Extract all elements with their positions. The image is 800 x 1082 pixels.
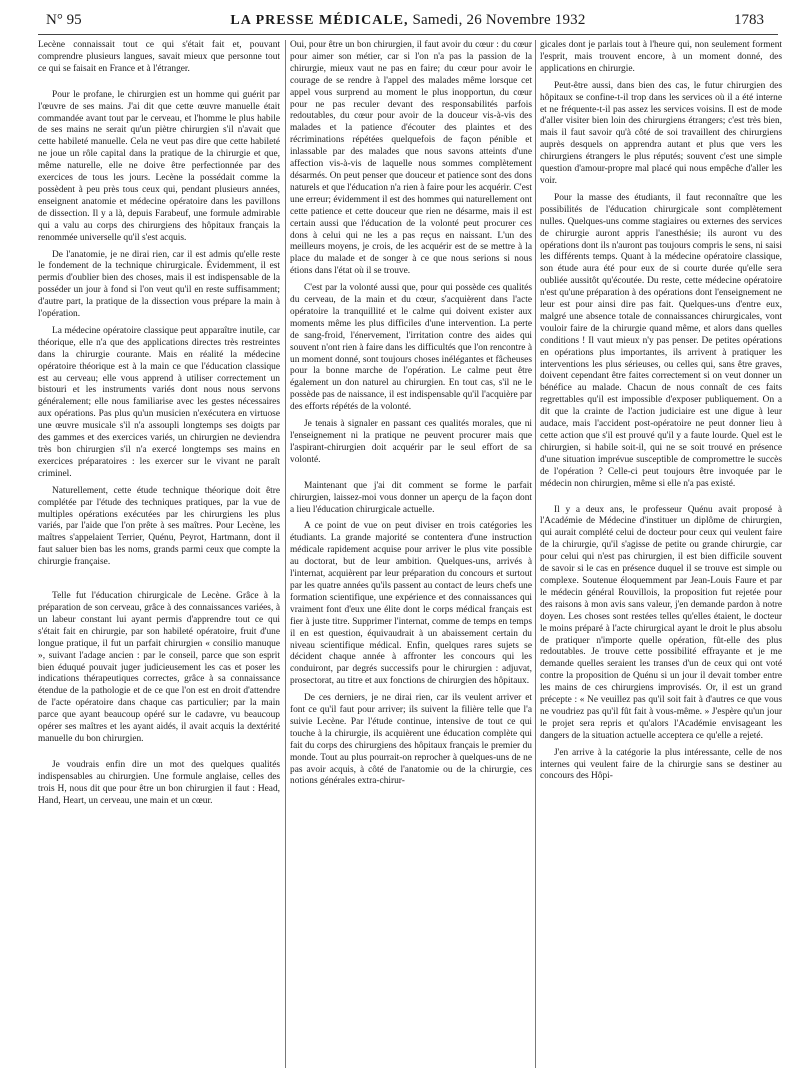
paragraph: Pour le profane, le chirurgien est un homme qui guérit par l'œuvre de ses mains. J'ai dit que cette œuvre manuelle était commandée avant tout par le cerveau, et l'homme le plus habile de ses mains ne serait qu'un piètre chirurgien s'il n'avait que cette habileté manuelle. Cela ne veut pas dire que cette habileté ne joue un rôle capital dans la pratique de la chirurgie et que, même naturelle, elle ne doive être perfectionnée par des exercices de tous les jours. Lecène la possédait comme la possèdent à peu près tous ceux qui, pendant plusieurs années, enseignent anatomie et médecine opératoire dans les pavillons de dissection. Il y a là, depuis Farabeuf, une formule admirable qui a valu au corps des chirurgiens des hôpitaux français la renommée universelle qu'il s'est acquis. (38, 89, 280, 243)
paragraph: C'est par la volonté aussi que, pour qui possède ces qualités du cerveau, de la main et du cœur, s'acquièrent dans l'acte opératoire la tranquillité et le calme qui doivent exister aux moments même les plus difficiles d'une intervention. La perte de sang-froid, l'énervement, l'irritation contre des aides qui souvent n'ont rien à faire dans les difficultés que l'on rencontre à un moment donné, sont toujours choses inélégantes et fâcheuses pour la bonne marche de l'opération. Le calme peut être également un don naturel au chirurgien. En tout cas, s'il ne le possède pas de naissance, il est indispensable qu'il l'acquière par des efforts répétés de la volonté. (290, 283, 532, 413)
paragraph: Peut-être aussi, dans bien des cas, le futur chirurgien des hôpitaux se confine-t-il trop dans les services où il a été interne et ne fréquente-t-il pas assez les services voisins. Il est de mode d'aller visiter bien loin des chirurgiens étrangers; c'est très bien, mais il faut savoir qu'à côté de soi travaillent des chirurgiens auprès desquels on apprendra autant et plus que vers les chirurgiens étrangers le plus réputés; souvent c'est une simple question d'amour-propre mal placé qui nous empêche d'aller les voir. (540, 80, 782, 186)
text-column-1 (38, 40, 280, 1070)
paragraph: De ces derniers, je ne dirai rien, car ils veulent arriver et font ce qu'il faut pour arriver; ils suivent la filière telle que l'a suivie Lecène. Par l'étude continue, intensive de tout ce qui touche à la chirurgie, ils acquièrent une éducation complète qui fait du corps des chirurgiens des hôpitaux français le premier du monde. Tout au plus pourrait-on reprocher à quelques-uns de ne pas avoir acquis, à côté de l'anatomie ou de la chirurgie, ces notions générales extra-chirur- (290, 693, 532, 787)
page-number: 1783 (734, 12, 764, 28)
text-column-3 (540, 40, 782, 1070)
header-rule (38, 34, 778, 35)
column-divider (535, 40, 536, 1068)
page-header (38, 10, 778, 32)
issue-number: N° 95 (46, 12, 82, 28)
paragraph: Maintenant que j'ai dit comment se forme le parfait chirurgien, laissez-moi vous donner un aperçu de la façon dont a lieu l'éducation chirurgicale actuelle. (290, 480, 532, 515)
paragraph: A ce point de vue on peut diviser en trois catégories les étudiants. La grande majorité se contentera d'une instruction médicale rapidement acquise pour arriver le plus vite possible au doctorat, but de leur ambition. Quelques-uns, arrivés à l'internat, acquièrent par leur préparation du concours et surtout par les quatre années qu'ils passent au contact de leurs chefs une formation scientifique, une expérience et des connaissances qui vraiment font d'eux une élite dont le corps médical français est fier à juste titre. Supprimer l'internat, comme de temps en temps il en est question, équivaudrait à un abaissement certain du niveau scientifique médical. Enfin, quelques rares sujets se décident chaque année à affronter les concours qui les conduiront, par degrés successifs pour le chirurgien : adjuvat, prosectorat, au titre et aux fonctions de chirurgien des hôpitaux. (290, 521, 532, 687)
paragraph: Pour la masse des étudiants, il faut reconnaître que les possibilités de l'éducation chirurgicale sont complètement nulles. Quelques-uns comme stagiaires ou externes des services de chirurgie auront appris l'anesthésie; ils auront vu des opérations dont ils n'auront pas toujours compris le sens, ni saisi les différents temps. Quant à la médecine opératoire classique, son étude aura été pour eux de si courte durée qu'elle sera oubliée aussitôt qu'écoutée. Du reste, cette médecine opératoire n'est qu'une préparation à des opérations dont l'enseignement ne leur est pour ainsi dire pas fait. Quelques-uns d'entre eux, malgré une absence totale de connaissances chirurgicales, vont vouloir faire de la chirurgie quand même, et alors dans quelles conditions ! Il vaut mieux n'y pas penser. De petites opérations en opérations plus importantes, ils arrivent à pratiquer les interventions les plus sérieuses, ou celles qui, sans être graves, doivent cependant être faites correctement si on veut donner un bénéfice au malade. Chacun de nous connaît de ces faits regrettables qu'il est impossible d'exposer publiquement. On a dit que la crainte de l'action judiciaire est une digue à leur audace, mais l'accident post-opératoire ne peut donner lieu à cette action que s'il est prouvé qu'il y a faute lourde. Quel est le chirurgien, si habile soit-il, qui ne se soit trouvé en présence d'une situation imprévue susceptible de compromettre le succès de l'opération ? Celle-ci peut toujours être invoquée par le médecin non chirurgien, même si elle n'a pas existé. (540, 192, 782, 489)
column-divider (285, 40, 286, 1068)
running-title (38, 12, 778, 29)
issue-date: Samedi, 26 Novembre 1932 (412, 12, 586, 28)
paragraph: Je voudrais enfin dire un mot des quelques qualités indispensables au chirurgien. Une formule anglaise, celles des trois H, nous dit que pour être un bon chirurgien il faut : Head, Hand, Heart, un cerveau, une main et un cœur. (38, 759, 280, 806)
paragraph: Il y a deux ans, le professeur Quénu avait proposé à l'Académie de Médecine d'instituer un diplôme de chirurgien, qui aurait complété celui de docteur pour ceux qui veulent faire de la chirurgie, qu'il s'agisse de petite ou grande chirurgie, car pour celui qui n'est pas chirurgien, il est bien difficile souvent de savoir si le cas en présence duquel il se trouve est simple ou complexe. Soutenue éloquemment par Jean-Louis Faure et par le médecin général Rouvillois, la proposition fut rejetée pour des raisons à mon avis sans valeur, j'en demande pardon à notre doyen. Les choses sont restées telles qu'elles étaient, le docteur le moins préparé à l'acte chirurgical ayant le droit le plus absolu de pratiquer n'importe quelle opération, fût-elle des plus redoutables. Je trouve cette possibilité effrayante et je me demande quelles seraient les transes d'un de ceux qui ont voté contre la proposition de Quénu si un jour il devait tomber entre les mains de ces chirurgiens improvisés. Or, il est un grand précepte : « Ne veuillez pas qu'il soit fait à d'autres ce que vous ne voudriez pas qu'il fût fait à vous-même. » J'espère qu'un jour le projet sera repris et qu'alors l'Académie envisageant les dangers de la situation actuelle acceptera ce qu'elle a rejeté. (540, 504, 782, 741)
publication-name: LA PRESSE MÉDICALE, (230, 13, 409, 28)
paragraph: Je tenais à signaler en passant ces qualités morales, que ni l'enseignement ni la pratique ne peuvent procurer mais que l'aspirant-chirurgien doit acquérir par le seul effort de sa volonté. (290, 419, 532, 465)
paragraph: Telle fut l'éducation chirurgicale de Lecène. Grâce à la préparation de son cerveau, grâce à des connaissances variées, à un labeur constant lui ayant permis d'apprendre tout ce qui s'était fait en chirurgie, par son habileté opératoire, fruit d'une longue pratique, il fut un parfait chirurgien « consilio manuque », suivant l'adage ancien : par le conseil, parce que son esprit bien éduqué pouvait juger judicieusement les cas et poser les indications thérapeutiques correctes, grâce à sa connaissance étendue de la pathologie et de ce que l'on est en droit d'attendre de l'acte opératoire dans chaque cas particulier; par la main parce que ayant beaucoup opéré sur le cadavre, vu beaucoup opérer ses maîtres et les ayant aidés, il avait acquis la dextérité manuelle du bon chirurgien. (38, 591, 280, 744)
paragraph: Oui, pour être un bon chirurgien, il faut avoir du cœur : du cœur pour aimer son métier, car si l'on n'a pas la passion de la chirurgie, mieux vaut ne pas en faire; du cœur pour avoir le courage de se rendre à l'appel des malades même lorsque cet appel vous surprend au moment le plus inopportun, du cœur pour ne pas reculer devant des responsabilités parfois redoutables, du cœur pour avoir de la douceur vis-à-vis des malades et la patience d'écouter des plaintes et des récriminations répétées quelquefois de façon pénible et inlassable par des malades que nous savons atteints d'une affection vis-à-vis de laquelle nous sommes complètement désarmés. On peut penser que douceur et patience sont des dons naturels et que l'éducation n'a rien à faire pour les acquérir. C'est une erreur; évidemment il est des hommes qui naturellement ont cette patience et cette douceur que rien ne désarme, mais il est certain aussi que l'éducation de la volonté peut procurer ces dons à celui qui ne les a pas reçus en naissant. L'un des meilleurs moyens, je crois, de les acquérir est de se mettre à la place du malade et de songer à ce que nous serions si nous étions dans l'état où il se trouve. (290, 40, 532, 277)
paragraph: J'en arrive à la catégorie la plus intéressante, celle de nos internes qui veulent faire de la chirurgie sans se destiner au concours des Hôpi- (540, 747, 782, 782)
paragraph: De l'anatomie, je ne dirai rien, car il est admis qu'elle reste le fondement de la technique chirurgicale. Évidemment, il est permis d'oublier bien des choses, mais il est indispensable de la posséder un jour à fond si l'on veut qu'il en reste suffisamment; d'autre part, la pratique de la dissection vous prépare la main à l'opération. (38, 249, 280, 320)
text-column-2 (290, 40, 532, 1070)
paragraph: La médecine opératoire classique peut apparaître inutile, car théorique, elle n'a que des applications directes très restreintes dans la chirurgie courante. Mais en réalité la médecine opératoire théorique est à la main ce que l'éducation classique est au cerveau; elle vous apprend à utiliser correctement un bistouri et les instruments variés dont nous nous servons généralement; elle nous familiarise avec les gestes nécessaires aux opérations. Pas plus qu'un musicien n'exécutera en virtuose une œuvre musicale s'il n'a assoupli longtemps ses doigts par des gammes et des exercices variés, un chirurgien ne deviendra très bon chirurgien s'il n'a exercé longtemps ses mains en exercices préparatoires : les exercer sur le vivant ne paraît criminel. (38, 325, 280, 479)
paragraph: gicales dont je parlais tout à l'heure qui, non seulement forment l'esprit, mais trouvent encore, à un moment donné, des applications en chirurgie. (540, 40, 782, 74)
paragraph: Lecène connaissait tout ce qui s'était fait et, pouvant comprendre plusieurs langues, savait mieux que personne tout ce qui se faisait en France et à l'étranger. (38, 40, 280, 74)
paragraph: Naturellement, cette étude technique théorique doit être complétée par l'étude des techniques pratiques, par la vue de multiples opérations exécutées par les chirurgiens les plus variés, par l'aide que l'on prête à ses maîtres. Pour Lecène, les maîtres s'appelaient Terrier, Quénu, Peyrot, Hartmann, dont il faut saluer bien bas les noms, grands parmi ceux que compte la chirurgie française. (38, 485, 280, 568)
